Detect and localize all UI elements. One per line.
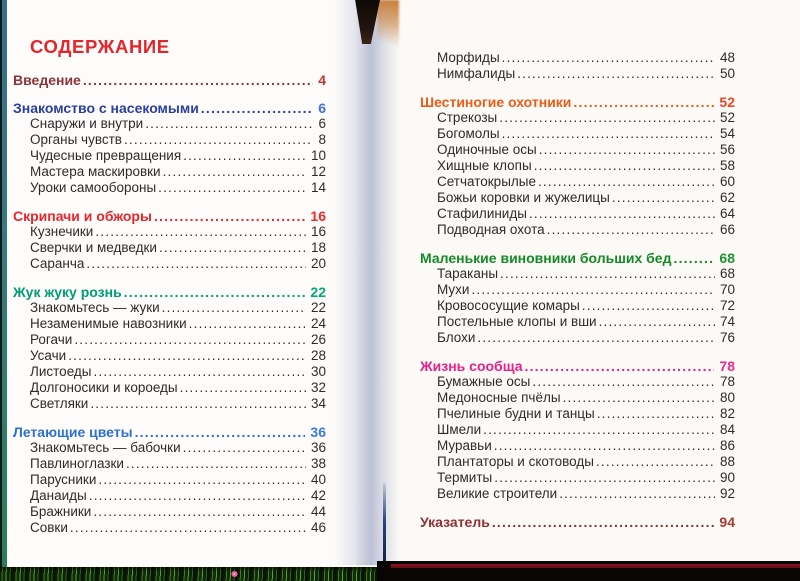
leader-dots	[126, 456, 306, 472]
toc-item-row	[13, 132, 326, 148]
toc-item-row	[420, 406, 735, 422]
toc-item-row	[420, 174, 735, 190]
leader-dots	[517, 66, 715, 82]
toc-entry-label: Нимфалиды	[437, 66, 516, 81]
toc-entry-label: Парусники	[30, 472, 97, 487]
toc-entry-label: Усачи	[30, 348, 67, 363]
page-number: 38	[310, 456, 326, 471]
toc-item-row	[420, 126, 735, 142]
cover-flower-detail	[231, 571, 238, 577]
leader-dots	[532, 374, 715, 390]
toc-section	[420, 358, 735, 502]
toc-item-row	[13, 256, 326, 272]
toc-item-row	[420, 142, 735, 158]
leader-dots	[68, 348, 306, 364]
page-number: 68	[719, 266, 735, 281]
toc-heading-row	[13, 284, 326, 300]
toc-item-row	[420, 390, 735, 406]
toc-item-row	[420, 50, 735, 66]
toc-item-row	[13, 440, 326, 456]
toc-entry-label: Совки	[30, 520, 68, 535]
toc-item-row	[13, 164, 326, 180]
leader-dots	[582, 298, 715, 314]
leader-dots	[83, 72, 313, 88]
toc-heading-row	[13, 424, 326, 440]
page-number: 82	[719, 406, 735, 421]
leader-dots	[90, 396, 306, 412]
leader-dots	[89, 488, 306, 504]
page-number: 62	[719, 190, 735, 205]
page-number: 6	[318, 100, 326, 116]
toc-item-row	[13, 332, 326, 348]
leader-dots	[93, 504, 306, 520]
leader-dots	[539, 142, 715, 158]
page-number: 36	[310, 424, 326, 440]
toc-entry-label: Знакомство с насекомыми	[13, 100, 199, 116]
toc-item-row	[420, 298, 735, 314]
toc-heading-row	[13, 208, 326, 224]
toc-item-row	[420, 486, 735, 502]
toc-entry-label: Незаменимые навозники	[30, 316, 187, 331]
page-number: 32	[310, 380, 326, 395]
page-number: 56	[719, 142, 735, 157]
toc-entry-label: Уроки самообороны	[30, 180, 157, 195]
page-number: 8	[318, 132, 326, 147]
page-number: 20	[310, 256, 326, 271]
page-number: 6	[318, 116, 326, 131]
toc-entry-label: Данаиды	[30, 488, 87, 503]
book-gutter-top-glow	[377, 0, 399, 50]
toc-entry-label: Бражники	[30, 504, 92, 519]
toc-section	[13, 284, 326, 412]
toc-entry-label: Павлиноглазки	[30, 456, 124, 471]
toc-entry-label: Снаружи и внутри	[30, 116, 144, 131]
toc-section	[13, 100, 326, 196]
toc-section	[13, 72, 326, 88]
leader-dots	[471, 282, 715, 298]
leader-dots	[124, 132, 314, 148]
book-gutter-shadow	[334, 0, 400, 565]
toc-entry-label: Знакомьтесь — бабочки	[30, 440, 181, 455]
page-number: 80	[719, 390, 735, 405]
toc-item-row	[13, 148, 326, 164]
toc-entry-label: Сетчатокрылые	[437, 174, 536, 189]
page-number: 86	[719, 438, 735, 453]
toc-item-row	[13, 504, 326, 520]
toc-entry-label: Блохи	[437, 330, 476, 345]
leader-dots	[563, 390, 715, 406]
toc-entry-label: Муравьи	[437, 438, 492, 453]
toc-item-row	[420, 438, 735, 454]
page-number: 22	[310, 284, 326, 300]
toc-section	[13, 208, 326, 272]
toc-heading-row	[13, 100, 326, 116]
toc-item-row	[13, 396, 326, 412]
leader-dots	[158, 180, 306, 196]
toc-entry-label: Тараканы	[437, 266, 499, 281]
leader-dots	[612, 190, 715, 206]
toc-entry-label: Одиночные осы	[437, 142, 537, 157]
leader-dots	[189, 316, 306, 332]
leader-dots	[494, 438, 715, 454]
page-title: СОДЕРЖАНИЕ	[30, 36, 170, 57]
leader-dots	[492, 514, 715, 530]
toc-item-row	[13, 348, 326, 364]
page-number: 52	[719, 94, 735, 110]
toc-item-row	[13, 472, 326, 488]
bottom-shadow-strip	[377, 561, 800, 581]
page-number: 22	[310, 300, 326, 315]
toc-entry-label: Введение	[13, 72, 81, 88]
leader-dots	[154, 208, 305, 224]
toc-entry-label: Мухи	[437, 282, 470, 297]
toc-entry-label: Хищные клопы	[437, 158, 532, 173]
page-number: 40	[310, 472, 326, 487]
toc-entry-label: Шмели	[437, 422, 482, 437]
leader-dots	[502, 50, 715, 66]
toc-section	[420, 514, 735, 530]
leader-dots	[499, 110, 715, 126]
toc-item-row	[13, 240, 326, 256]
page-number: 72	[719, 298, 735, 313]
toc-entry-label: Органы чувств	[30, 132, 122, 147]
toc-item-row	[420, 110, 735, 126]
toc-item-row	[420, 66, 735, 82]
page-number: 74	[719, 314, 735, 329]
leader-dots	[135, 424, 306, 440]
leader-dots	[180, 380, 306, 396]
toc-item-row	[13, 180, 326, 196]
toc-heading-row	[13, 72, 326, 88]
toc-entry-label: Стрекозы	[437, 110, 498, 125]
toc-entry-label: Долгоносики и короеды	[30, 380, 178, 395]
page-number: 10	[310, 148, 326, 163]
leader-dots	[162, 300, 306, 316]
toc-entry-label: Термиты	[437, 470, 493, 485]
toc-item-row	[420, 206, 735, 222]
toc-entry-label: Кровососущие комары	[437, 298, 580, 313]
toc-entry-label: Жизнь сообща	[420, 358, 523, 374]
leader-dots	[145, 116, 313, 132]
toc-item-row	[13, 224, 326, 240]
cover-red-edge-line	[391, 564, 800, 568]
toc-item-row	[420, 422, 735, 438]
toc-entry-label: Маленькие виновники больших бед	[420, 250, 672, 266]
leader-dots	[201, 100, 313, 116]
toc-item-row	[420, 222, 735, 238]
leader-dots	[597, 406, 715, 422]
page-number: 30	[310, 364, 326, 379]
toc-item-row	[13, 488, 326, 504]
toc-section	[420, 50, 735, 82]
toc-item-row	[420, 190, 735, 206]
toc-item-row	[420, 374, 735, 390]
leader-dots	[483, 422, 715, 438]
cover-grass-artwork	[0, 567, 378, 581]
leader-dots	[124, 284, 306, 300]
leader-dots	[524, 358, 714, 374]
leader-dots	[70, 520, 306, 536]
toc-item-row	[13, 456, 326, 472]
toc-entry-label: Пчелиные будни и танцы	[437, 406, 595, 421]
toc-entry-label: Летающие цветы	[13, 424, 133, 440]
page-number: 66	[719, 222, 735, 237]
toc-entry-label: Сверчки и медведки	[30, 240, 157, 255]
page-number: 54	[719, 126, 735, 141]
toc-entry-label: Медоносные пчёлы	[437, 390, 561, 405]
toc-item-row	[420, 470, 735, 486]
leader-dots	[86, 256, 306, 272]
leader-dots	[599, 314, 715, 330]
page-number: 18	[310, 240, 326, 255]
leader-dots	[98, 472, 306, 488]
leader-dots	[596, 454, 715, 470]
toc-section	[420, 250, 735, 346]
page-number: 78	[719, 374, 735, 389]
toc-sections	[420, 50, 735, 530]
leader-dots	[93, 364, 305, 380]
leader-dots	[183, 148, 306, 164]
toc-entry-label: Саранча	[30, 256, 85, 271]
toc-item-row	[13, 520, 326, 536]
page-number: 90	[719, 470, 735, 485]
page-number: 84	[719, 422, 735, 437]
page-number: 28	[310, 348, 326, 363]
toc-entry-label: Плантаторы и скотоводы	[437, 454, 594, 469]
page-number: 16	[310, 208, 326, 224]
leader-dots	[534, 158, 715, 174]
toc-item-row	[420, 158, 735, 174]
leader-dots	[95, 224, 306, 240]
toc-left-page	[13, 36, 326, 536]
toc-right-page	[420, 50, 735, 530]
toc-entry-label: Постельные клопы и вши	[437, 314, 597, 329]
toc-entry-label: Мастера маскировки	[30, 164, 161, 179]
toc-entry-label: Скрипачи и обжоры	[13, 208, 152, 224]
leader-dots	[502, 126, 715, 142]
toc-item-row	[420, 314, 735, 330]
toc-heading-row	[420, 94, 735, 110]
page-number: 16	[310, 224, 326, 239]
leader-dots	[547, 222, 715, 238]
toc-entry-label: Стафилиниды	[437, 206, 527, 221]
toc-entry-label: Шестиногие охотники	[420, 94, 572, 110]
toc-entry-label: Бумажные осы	[437, 374, 531, 389]
page-number: 34	[310, 396, 326, 411]
leader-dots	[529, 206, 715, 222]
page-number: 70	[719, 282, 735, 297]
toc-item-row	[420, 454, 735, 470]
toc-item-row	[13, 300, 326, 316]
toc-item-row	[420, 266, 735, 282]
leader-dots	[477, 330, 715, 346]
book-spine-line	[383, 483, 386, 569]
page-number: 64	[719, 206, 735, 221]
page-number: 78	[719, 358, 735, 374]
page-number: 48	[719, 50, 735, 65]
toc-entry-label: Богомолы	[437, 126, 500, 141]
toc-entry-label: Указатель	[420, 514, 490, 530]
toc-item-row	[420, 282, 735, 298]
toc-entry-label: Морфиды	[437, 50, 500, 65]
leader-dots	[573, 94, 714, 110]
leader-dots	[500, 266, 715, 282]
toc-entry-label: Кузнечики	[30, 224, 94, 239]
page-number: 36	[310, 440, 326, 455]
page-number: 14	[310, 180, 326, 195]
leader-dots	[538, 174, 715, 190]
page-number: 60	[719, 174, 735, 189]
page-number: 42	[310, 488, 326, 503]
leader-dots	[74, 332, 306, 348]
toc-item-row	[13, 316, 326, 332]
page-number: 24	[310, 316, 326, 331]
page-number: 50	[719, 66, 735, 81]
leader-dots	[673, 250, 714, 266]
toc-heading-row	[420, 358, 735, 374]
toc-entry-label: Знакомьтесь — жуки	[30, 300, 160, 315]
page-number: 92	[719, 486, 735, 501]
toc-section	[13, 424, 326, 536]
leader-dots	[494, 470, 715, 486]
toc-entry-label: Жук жуку рознь	[13, 284, 122, 300]
toc-entry-label: Светляки	[30, 396, 89, 411]
page-number: 94	[719, 514, 735, 530]
toc-entry-label: Божьи коровки и жужелицы	[437, 190, 610, 205]
toc-sections	[13, 72, 326, 536]
toc-item-row	[13, 116, 326, 132]
toc-heading-row	[420, 250, 735, 266]
leader-dots	[183, 440, 306, 456]
leader-dots	[163, 164, 306, 180]
leader-dots	[559, 486, 715, 502]
page-number: 12	[310, 164, 326, 179]
toc-entry-label: Великие строители	[437, 486, 558, 501]
book-cover-edge	[0, 0, 7, 569]
toc-entry-label: Рогачи	[30, 332, 73, 347]
toc-heading-row	[420, 514, 735, 530]
page-number: 46	[310, 520, 326, 535]
page-number: 76	[719, 330, 735, 345]
page-number: 68	[719, 250, 735, 266]
toc-section	[420, 94, 735, 238]
toc-item-row	[13, 364, 326, 380]
page-number: 58	[719, 158, 735, 173]
toc-item-row	[13, 380, 326, 396]
toc-entry-label: Чудесные превращения	[30, 148, 182, 163]
leader-dots	[159, 240, 306, 256]
toc-entry-label: Листоеды	[30, 364, 92, 379]
toc-item-row	[420, 330, 735, 346]
page-number: 52	[719, 110, 735, 125]
page-number: 26	[310, 332, 326, 347]
page-number: 4	[318, 72, 326, 88]
toc-entry-label: Подводная охота	[437, 222, 545, 237]
page-number: 88	[719, 454, 735, 469]
page-number: 44	[310, 504, 326, 519]
